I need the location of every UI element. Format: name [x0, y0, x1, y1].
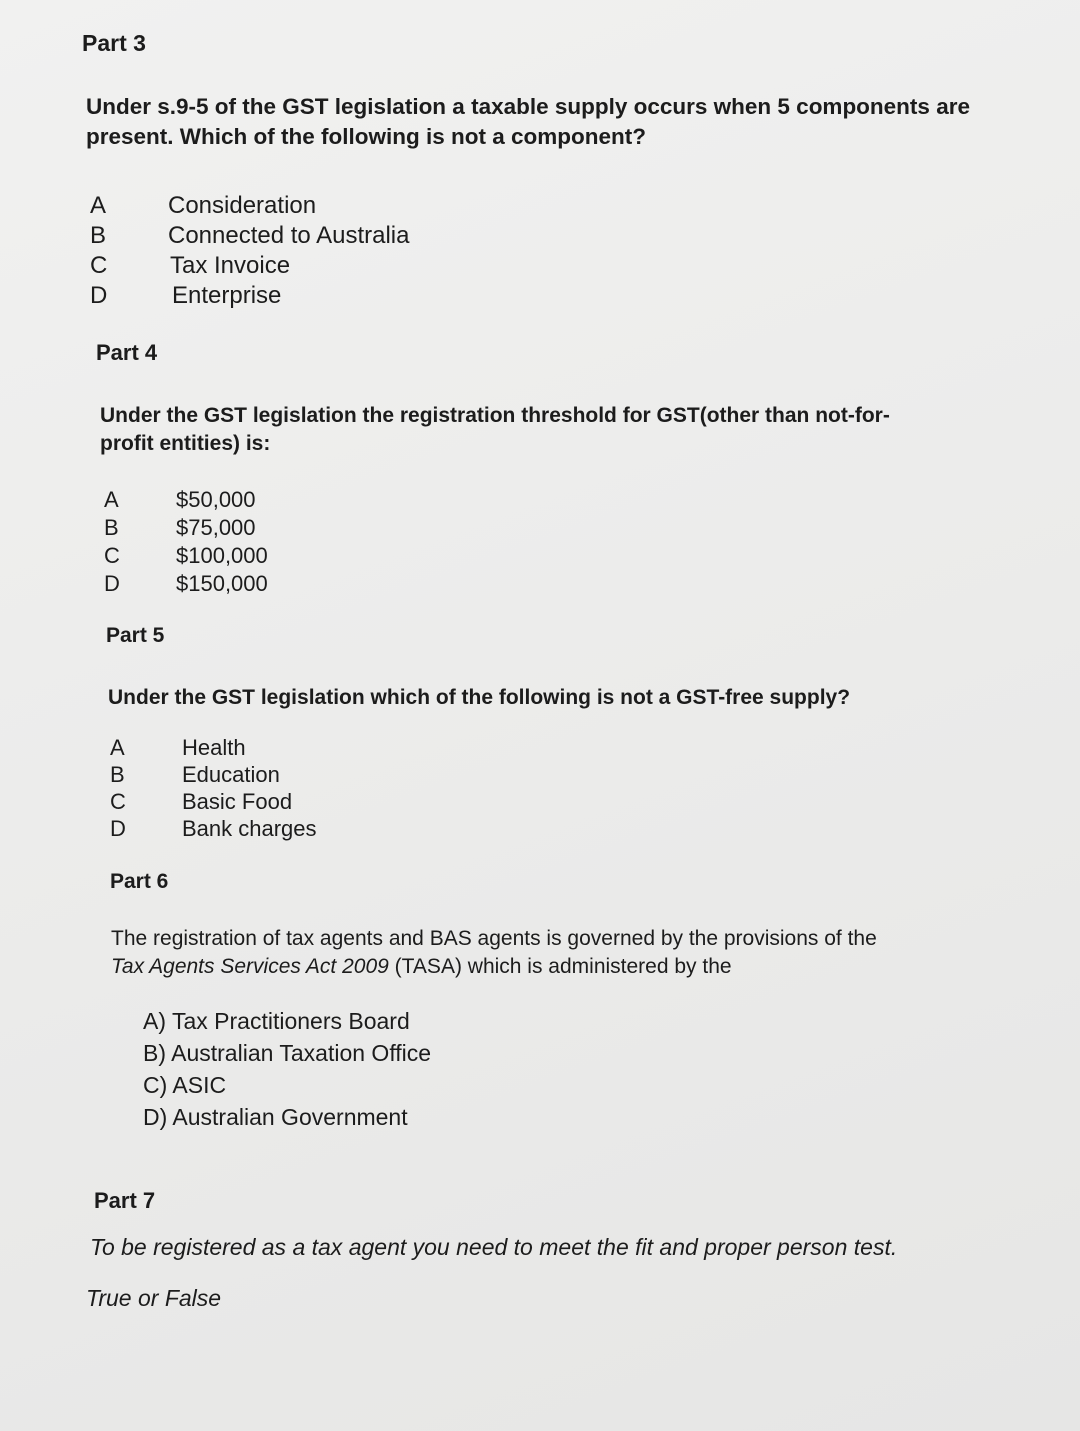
part-4-option-d[interactable] — [104, 571, 424, 599]
option-text: Consideration — [168, 192, 317, 219]
option-letter: B — [104, 515, 119, 540]
option-text: Basic Food — [182, 789, 293, 814]
true-or-false-prompt: True or False — [86, 1285, 222, 1311]
part-3-options — [90, 192, 510, 312]
part-5-option-b[interactable] — [110, 762, 430, 789]
part-4-options — [104, 487, 424, 599]
option-text: $50,000 — [176, 487, 256, 512]
part-6-option-c[interactable]: C) ASIC — [143, 1072, 227, 1098]
option-letter: B — [90, 222, 107, 249]
part-4-option-a[interactable] — [104, 487, 424, 515]
option-letter: A — [90, 192, 107, 219]
part-3-question-line-2: present. Which of the following is not a component? — [86, 124, 646, 149]
option-letter: C — [90, 252, 108, 279]
part-6-options — [143, 1008, 431, 1136]
part-6-heading: Part 6 — [110, 870, 169, 893]
part-7-statement: To be registered as a tax agent you need to meet the fit and proper person test. — [90, 1234, 898, 1260]
act-name: Tax Agents Services Act 2009 — [111, 955, 389, 978]
option-text: Connected to Australia — [168, 222, 410, 249]
part-5-option-c[interactable] — [110, 789, 430, 816]
part-6-question — [111, 925, 877, 981]
option-letter: D — [90, 282, 108, 309]
part-4-option-c[interactable] — [104, 543, 424, 571]
part-3-option-d[interactable] — [90, 282, 510, 312]
option-letter: C — [110, 789, 126, 814]
option-letter: D — [104, 571, 120, 596]
part-4-question-line-1: Under the GST legislation the registration threshold for GST(other than not-for- — [100, 404, 890, 427]
option-letter: A — [104, 487, 119, 512]
option-text: $75,000 — [176, 515, 256, 540]
part-6-option-b[interactable]: B) Australian Taxation Office — [143, 1040, 432, 1066]
part-3-option-b[interactable] — [90, 222, 510, 252]
part-4-option-b[interactable] — [104, 515, 424, 543]
part-5-option-d[interactable] — [110, 816, 430, 843]
part-4-heading: Part 4 — [96, 340, 158, 365]
option-letter: A — [110, 735, 125, 760]
part-3-question — [86, 92, 970, 152]
option-text: Enterprise — [172, 282, 282, 309]
option-text: Health — [182, 735, 246, 760]
part-4-question — [100, 402, 890, 458]
option-letter: B — [110, 762, 125, 787]
part-6-option-d[interactable]: D) Australian Government — [143, 1104, 408, 1130]
option-text: Bank charges — [182, 816, 317, 841]
part-5-question: Under the GST legislation which of the following is not a GST-free supply? — [108, 686, 851, 709]
part-3-option-c[interactable] — [90, 252, 510, 282]
part-6-option-a[interactable]: A) Tax Practitioners Board — [143, 1008, 410, 1034]
option-text: Tax Invoice — [170, 252, 291, 279]
part-6-question-line-1: The registration of tax agents and BAS agents is governed by the provisions of the — [111, 927, 877, 950]
part-3-question-line-1: Under s.9-5 of the GST legislation a taxable supply occurs when 5 components are — [86, 94, 970, 119]
option-letter: D — [110, 816, 126, 841]
option-text: $150,000 — [176, 571, 268, 596]
part-3-option-a[interactable] — [90, 192, 510, 222]
part-3-heading: Part 3 — [82, 30, 146, 56]
option-letter: C — [104, 543, 120, 568]
part-5-options — [110, 735, 430, 843]
part-7-heading: Part 7 — [94, 1188, 156, 1213]
option-text: $100,000 — [176, 543, 268, 568]
part-4-question-line-2: profit entities) is: — [100, 432, 271, 455]
part-5-heading: Part 5 — [106, 624, 165, 647]
part-6-question-line-2-rest: (TASA) which is administered by the — [388, 955, 732, 978]
option-text: Education — [182, 762, 280, 787]
part-5-option-a[interactable] — [110, 735, 430, 762]
